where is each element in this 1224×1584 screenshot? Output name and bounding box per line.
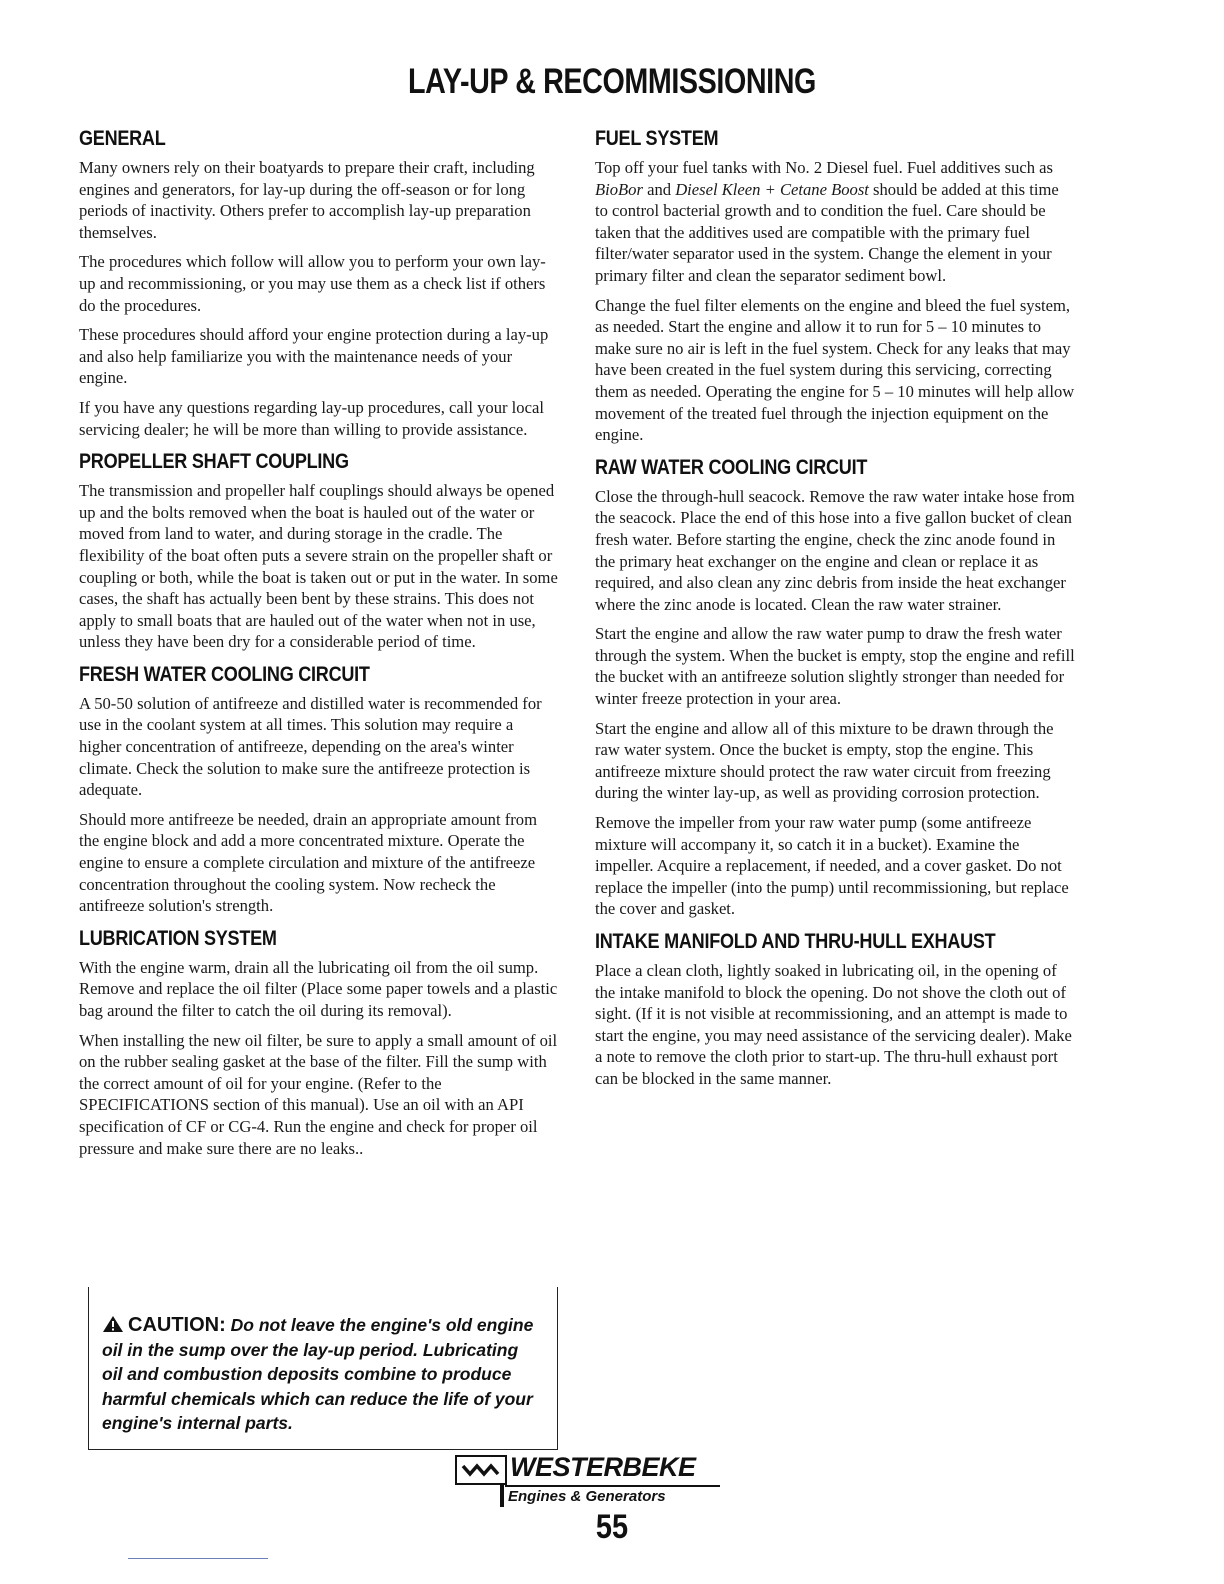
paragraph: Top off your fuel tanks with No. 2 Diesel fuel. Fuel additives such as BioBor and Diesel Kleen + Cetane Boost should be added at this time to control bacterial growth and to condition the fuel. Care should be taken that the additives used are compatible with the primary fuel filter/water separator used in the system. Change the element in your primary filter and clean the separator sediment bowl. (595, 158, 1059, 285)
section-heading-raw-water: RAW WATER COOLING CIRCUIT (595, 455, 868, 479)
paragraph: Remove the impeller from your raw water pump (some antifreeze mixture will accompany it, so catch it in a bucket). Examine the impeller. Acquire a replacement, if needed, and a cover gasket. Do not replace the impeller (into the pump) until recommissioning, but replace the cover and gasket. (595, 813, 1069, 919)
section-general (79, 127, 559, 440)
page-title: LAY-UP & RECOMMISSIONING (408, 62, 816, 101)
caution-message: Do not leave the engine's old engine oil in the sump over the lay-up period. Lubricating oil and combustion deposits combine to produce harmful chemicals which can reduce the life of your engine's internal parts. (102, 1315, 534, 1433)
section-raw-water (595, 456, 1075, 920)
paragraph: These procedures should afford your engine protection during a lay-up and also help familiarize you with the maintenance needs of your engine. (79, 325, 549, 388)
caution-notice (102, 1313, 542, 1436)
paragraph: If you have any questions regarding lay-up procedures, call your local servicing dealer; he will be more than willing to provide assistance. (79, 397, 544, 439)
warning-triangle-icon (102, 1315, 124, 1333)
paragraph: When installing the new oil filter, be sure to apply a small amount of oil on the rubber sealing gasket at the base of the filter. Fill the sump with the correct amount of oil for your engine. (Refer to the SPECIFICATIONS section of this manual). Use an oil with an API specification of CF or CG-4. Run the engine and check for proper oil pressure and make sure there are no leaks.. (79, 1030, 558, 1158)
paragraph: A 50-50 solution of antifreeze and distilled water is recommended for use in the coolant system at all times. This solution may require a higher concentration of antifreeze, depending on the area's winter climate. Check the solution to make sure the antifreeze protection is adequate. (79, 693, 542, 800)
brand-tagline: Engines & Generators (508, 1488, 666, 1505)
paragraph: Should more antifreeze be needed, drain an appropriate amount from the engine block and add a more concentrated mixture. Operate the engine to ensure a complete circulation and mixture of the antifreeze concentration throughout the cooling system. Now recheck the antifreeze solution's strength. (79, 809, 537, 916)
paragraph: The transmission and propeller half couplings should always be opened up and the bolts removed when the boat is hauled out of the water or moved from land to water, and during storage in the cradle. The flexibility of the boat often puts a severe strain on the propeller shaft or coupling or both, while the boat is taken out or put in the water. In some cases, the shaft has actually been bent by these strains. This does not apply to small boats that are hauled out of the water when not in use, unless they have been dry for a considerable period of time. (79, 481, 558, 652)
logo-divider (505, 1485, 720, 1487)
left-column (79, 127, 559, 1169)
section-intake (595, 930, 1075, 1090)
section-fuel (595, 127, 1075, 446)
section-fresh-water (79, 663, 559, 917)
section-propeller (79, 450, 559, 653)
paragraph: Close the through-hull seacock. Remove the raw water intake hose from the seacock. Place the end of this hose into a five gallon bucket of clean fresh water. Before starting the engine, check the zinc anode found in the primary heat exchanger on the engine and clean or replace it as required, and also clean any zinc debris from inside the heat exchanger where the zinc anode is located. Clean the raw water strainer. (595, 486, 1075, 614)
section-heading-fuel: FUEL SYSTEM (595, 127, 719, 150)
paragraph: Start the engine and allow all of this mixture to be drawn through the raw water system. Once the bucket is empty, stop the engine. This antifreeze mixture should protect the raw water circuit from freezing during the winter lay-up, as well as providing corrosion protection. (595, 718, 1054, 803)
footer-rule (128, 1558, 268, 1559)
section-heading-intake: INTAKE MANIFOLD AND THRU-HULL EXHAUST (595, 930, 996, 953)
section-heading-fresh-water: FRESH WATER COOLING CIRCUIT (79, 662, 370, 686)
product-name: Diesel Kleen + Cetane Boost (675, 179, 869, 199)
paragraph: Change the fuel filter elements on the engine and bleed the fuel system, as needed. Start the engine and allow it to run for 5 – 10 minutes to make sure no air is left in the fuel system. Check for any leaks that may have been created in the fuel system during this servicing, correcting them as needed. Operating the engine for 5 – 10 minutes will help allow movement of the treated fuel through the injection equipment on the engine. (595, 295, 1075, 445)
paragraph: Start the engine and allow the raw water pump to draw the fresh water through the system. When the bucket is empty, stop the engine and refill the bucket with an antifreeze solution slightly stronger than needed for winter freeze protection in your area. (595, 624, 1075, 709)
section-lubrication (79, 927, 559, 1159)
logo-bar (500, 1485, 504, 1507)
brand-name: WESTERBEKE (510, 1452, 696, 1482)
caution-label: CAUTION: (128, 1314, 226, 1336)
paragraph: The procedures which follow will allow you to perform your own lay-up and recommissioning, or you may use them as a check list if others do the procedures. (79, 252, 546, 315)
paragraph: With the engine warm, drain all the lubricating oil from the oil sump. Remove and replace the oil filter (Place some paper towels and a plastic bag around the filter to catch the oil during its removal). (79, 957, 558, 1020)
right-column (595, 127, 1075, 1100)
section-heading-lubrication: LUBRICATION SYSTEM (79, 926, 277, 950)
wave-logo-icon (457, 1457, 505, 1483)
section-heading-general: GENERAL (79, 127, 166, 150)
section-heading-propeller: PROPELLER SHAFT COUPLING (79, 450, 349, 474)
paragraph: Many owners rely on their boatyards to prepare their craft, including engines and generators, for lay-up during the off-season or for long periods of inactivity. Others prefer to accomplish lay-up preparation themselves. (79, 158, 535, 242)
paragraph: Place a clean cloth, lightly soaked in lubricating oil, in the opening of the intake manifold to block the opening. Do not shove the cloth out of sight. (If it is not visible at recommissioning, and an attempt is made to start the engine, you may need assistance of the servicing dealer). Make a note to remove the cloth prior to start-up. The thru-hull exhaust port can be blocked in the same manner. (595, 961, 1072, 1088)
page-number: 55 (595, 1508, 629, 1546)
westerbeke-logo-icon (455, 1455, 507, 1485)
product-name: BioBor (595, 179, 643, 199)
